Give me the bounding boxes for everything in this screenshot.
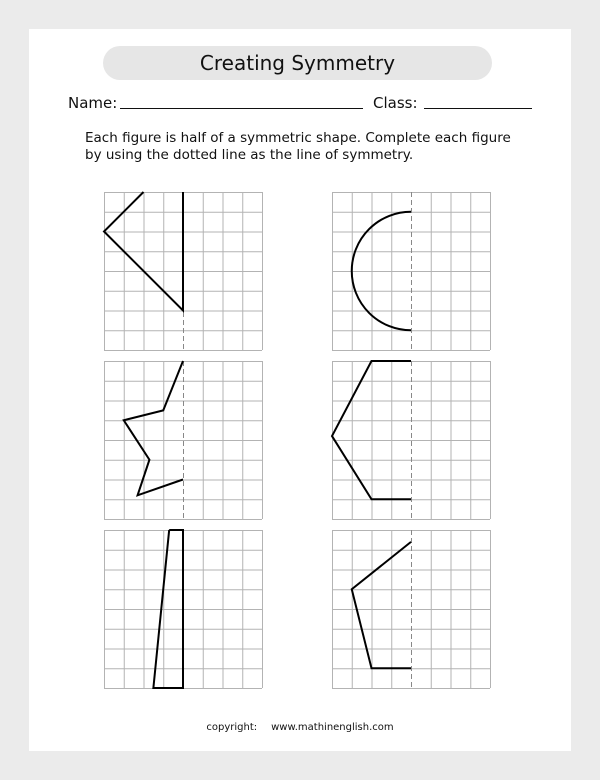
class-field[interactable] <box>424 108 532 109</box>
instructions <box>85 130 545 164</box>
copyright-label: copyright: <box>206 722 258 733</box>
figure-3[interactable] <box>104 361 264 521</box>
name-label: Name: <box>68 94 118 112</box>
instruction-line-2: by using the dotted line as the line of symmetry. <box>85 147 414 163</box>
name-field[interactable] <box>120 108 363 109</box>
instruction-line-1: Each figure is half of a symmetric shape. Complete each figure <box>85 130 511 146</box>
footer <box>0 722 600 733</box>
figure-6[interactable] <box>332 530 492 690</box>
website-link[interactable]: www.mathinenglish.com <box>271 722 394 733</box>
figure-2[interactable] <box>332 192 492 352</box>
page-title <box>103 46 492 80</box>
figure-1[interactable] <box>104 192 264 352</box>
title-text: Creating Symmetry <box>199 51 396 75</box>
figure-4[interactable] <box>332 361 492 521</box>
figure-5[interactable] <box>104 530 264 690</box>
class-label: Class: <box>373 94 418 112</box>
